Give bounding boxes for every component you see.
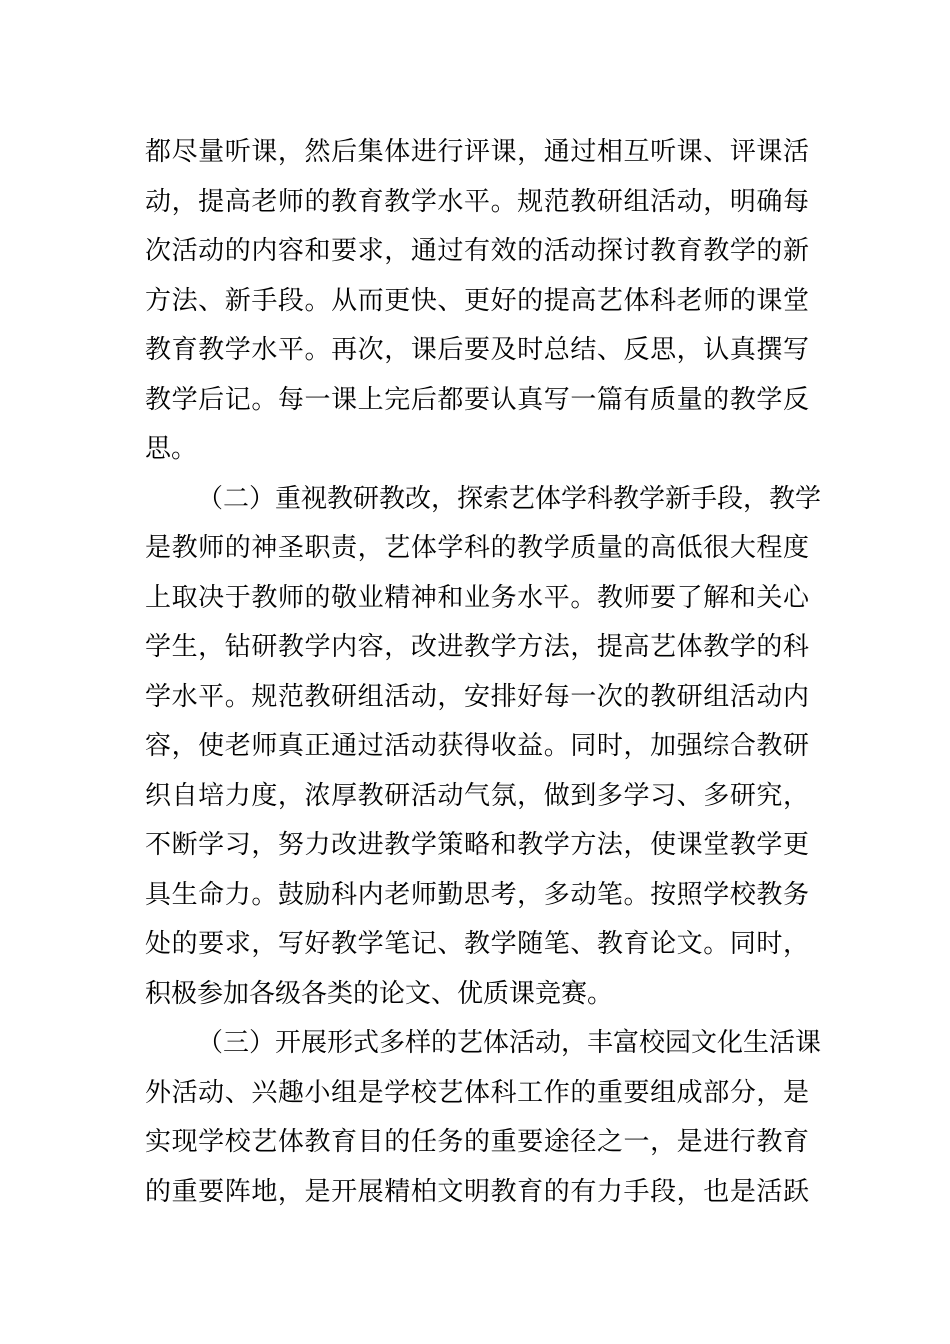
text-line: 的重要阵地，是开展精柏文明教育的有力手段，也是活跃 bbox=[145, 1176, 809, 1207]
text-line: 容，使老师真正通过活动获得收益。同时，加强综合教研 bbox=[145, 731, 809, 761]
text-line: （二）重视教研教改，探索艺体学科教学新手段，教学 bbox=[197, 483, 822, 514]
paragraph-3 bbox=[145, 1019, 822, 1217]
text-line: 学水平。规范教研组活动，安排好每一次的教研组活动内 bbox=[145, 681, 809, 712]
text-line: 织自培力度，浓厚教研活动气氛，做到多学习、多研究， bbox=[145, 780, 809, 811]
text-line: （三）开展形式多样的艺体活动，丰富校园文化生活课 bbox=[197, 1028, 822, 1058]
text-line: 具生命力。鼓励科内老师勤思考，多动笔。按照学校教务 bbox=[145, 879, 809, 910]
text-line: 都尽量听课，然后集体进行评课，通过相互听课、评课活 bbox=[145, 137, 809, 167]
text-line: 学生，钻研教学内容，改进教学方法，提高艺体教学的科 bbox=[145, 632, 809, 662]
paragraph-1 bbox=[145, 128, 809, 475]
text-line: 教学后记。每一课上完后都要认真写一篇有质量的教学反 bbox=[145, 384, 809, 415]
text-line: 上取决于教师的敬业精神和业务水平。教师要了解和关心 bbox=[145, 582, 809, 613]
text-line: 积极参加各级各类的论文、优质课竞赛。 bbox=[145, 978, 614, 1009]
text-line: 方法、新手段。从而更快、更好的提高艺体科老师的课堂 bbox=[145, 285, 809, 316]
text-line: 实现学校艺体教育目的任务的重要途径之一，是进行教育 bbox=[145, 1127, 809, 1157]
text-line: 外活动、兴趣小组是学校艺体科工作的重要组成部分，是 bbox=[145, 1077, 809, 1108]
text-line: 教育教学水平。再次，课后要及时总结、反思，认真撰写 bbox=[145, 335, 809, 365]
text-line: 思。 bbox=[145, 434, 198, 464]
text-line: 处的要求，写好教学笔记、教学随笔、教育论文。同时， bbox=[145, 929, 809, 959]
text-line: 是教师的神圣职责，艺体学科的教学质量的高低很大程度 bbox=[145, 533, 809, 563]
text-line: 不断学习，努力改进教学策略和教学方法，使课堂教学更 bbox=[145, 830, 809, 860]
paragraph-2 bbox=[145, 475, 822, 1020]
text-line: 次活动的内容和要求，通过有效的活动探讨教育教学的新 bbox=[145, 236, 809, 266]
document-page bbox=[145, 128, 822, 1217]
text-line: 动，提高老师的教育教学水平。规范教研组活动，明确每 bbox=[145, 186, 809, 217]
